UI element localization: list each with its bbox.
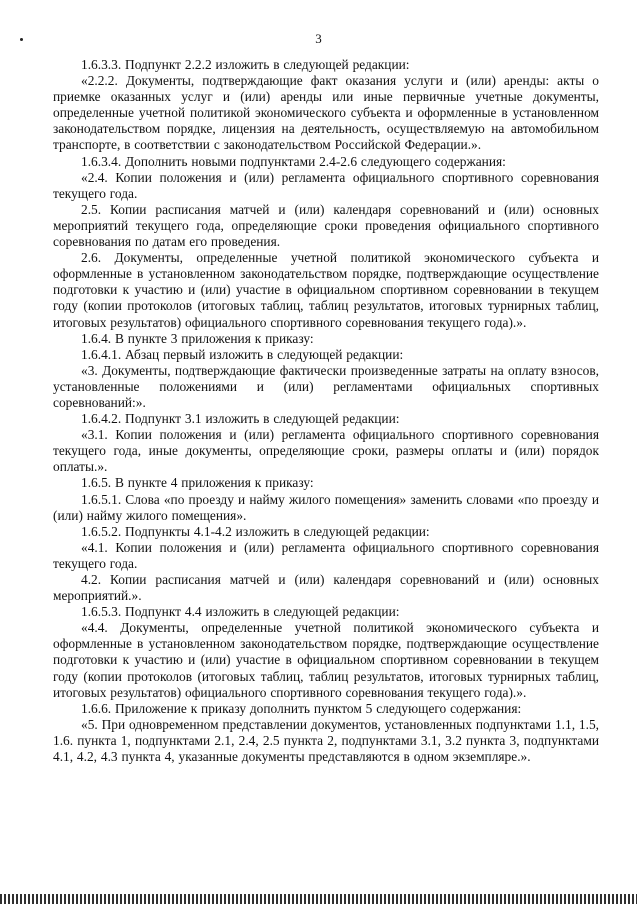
- paragraph-1-6-5: 1.6.5. В пункте 4 приложения к приказу:: [81, 475, 314, 491]
- document-body: [53, 57, 599, 765]
- paragraph-4-2: 4.2. Копии расписания матчей и (или) календаря соревнований и (или) основных мероприятий.».: [53, 572, 599, 604]
- paragraph-1-6-6: 1.6.6. Приложение к приказу дополнить пунктом 5 следующего содержания:: [81, 700, 522, 716]
- paragraph-2-4: «2.4. Копии положения и (или) регламента официального спортивного соревнования текущего года.: [53, 169, 599, 201]
- paragraph-1-6-5-3: 1.6.5.3. Подпункт 4.4 изложить в следующей редакции:: [81, 604, 400, 620]
- paragraph-1-6-4-2: 1.6.4.2. Подпункт 3.1 изложить в следующей редакции:: [81, 411, 400, 427]
- page-number: 3: [315, 31, 322, 46]
- paragraph-2-5: 2.5. Копии расписания матчей и (или) календаря соревнований и (или) основных мероприятий текущего года, определяющие сроки проведения официального спортивного соревнования по датам его проведения.: [53, 201, 599, 250]
- paragraph-5: «5. При одновременном представлении документов, установленных подпунктами 1.1, 1.5, 1.6. пункта 1, подпунктами 2.1, 2.4, 2.5 пункта 2, подпунктами 3.1, 3.2 пункта 3, подпунктами 4.1, 4.2, 4.3 пункта 4, указанные документы представляются в одном экземпляре.».: [53, 716, 599, 765]
- paragraph-3-1: «3.1. Копии положения и (или) регламента официального спортивного соревнования текущего года, иные документы, определяющие сроки, размеры оплаты и (или) порядок оплаты.».: [53, 427, 599, 475]
- paragraph-1-6-4-1: 1.6.4.1. Абзац первый изложить в следующей редакции:: [81, 346, 404, 362]
- paragraph-1-6-4: 1.6.4. В пункте 3 приложения к приказу:: [81, 330, 314, 346]
- paragraph-1-6-3-3: 1.6.3.3. Подпункт 2.2.2 изложить в следующей редакции:: [81, 57, 410, 72]
- paragraph-4-4: «4.4. Документы, определенные учетной политикой экономического субъекта и оформленные в установленном законодательством порядке, подтверждающие осуществление подготовки к участию и (или) участие в официальном спортивном соревновании в текущем году (копии протоколов (итоговых таблиц, таблиц результатов, итоговых турнирных таблиц, итоговых результатов) официального спортивного соревнования текущего года).».: [53, 620, 599, 700]
- paragraph-2-2-2: «2.2.2. Документы, подтверждающие факт оказания услуги и (или) аренды: акты о приемке оказанных услуг и (или) аренды или иные первичные учетные документы, определенные учетной политикой экономического субъекта и оформленные в установленном законодательством порядке, лицензия на деятельность, осуществляемую на автомобильном транспорте, в соответствии с законодательством Российской Федерации.».: [53, 73, 599, 153]
- paragraph-1-6-3-4: 1.6.3.4. Дополнить новыми подпунктами 2.4-2.6 следующего содержания:: [81, 153, 506, 169]
- paragraph-4-1: «4.1. Копии положения и (или) регламента официального спортивного соревнования текущего года.: [53, 539, 599, 571]
- paragraph-1-6-5-2: 1.6.5.2. Подпункты 4.1-4.2 изложить в следующей редакции:: [81, 523, 430, 539]
- paragraph-3: «3. Документы, подтверждающие фактически произведенные затраты на оплату взносов, установленные положениями и (или) регламентами официальных спортивных соревнований:».: [53, 362, 599, 410]
- scan-edge-bottom: [0, 894, 637, 904]
- paragraph-2-6: 2.6. Документы, определенные учетной политикой экономического субъекта и оформленные в установленном законодательством порядке, подтверждающие осуществление подготовки к участию и (или) участие в официальном спортивном соревновании в текущем году (копии протоколов (итоговых таблиц, таблиц результатов, итоговых турнирных таблиц, итоговых результатов) официального спортивного соревнования текущего года).».: [53, 250, 599, 330]
- paragraph-1-6-5-1: 1.6.5.1. Слова «по проезду и найму жилого помещения» заменить словами «по проезду и (или) найму жилого помещения».: [53, 491, 599, 523]
